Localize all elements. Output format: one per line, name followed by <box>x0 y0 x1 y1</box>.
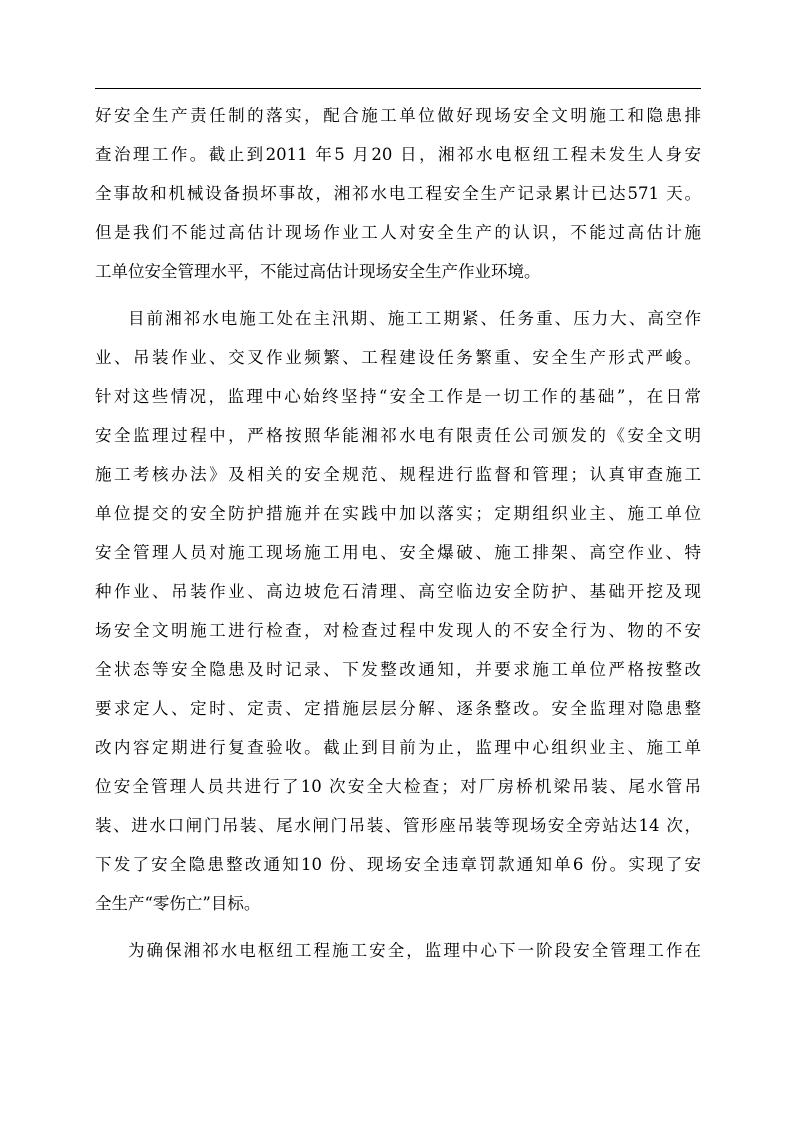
text-line: 目前湘祁水电施工处在主汛期、施工工期紧、任务重、压力大、高空作 <box>128 309 701 328</box>
text-line: 安全监理过程中，严格按照华能湘祁水电有限责任公司颁发的《安全文明 <box>95 426 701 445</box>
text-line: 场安全文明施工进行检查，对检查过程中发现人的不安全行为、物的不安 <box>95 621 701 640</box>
text-line: 装、进水口闸门吊装、尾水闸门吊装、管形座吊装等现场安全旁站达14 次， <box>95 816 701 835</box>
paragraph <box>95 96 701 291</box>
text-line: 好安全生产责任制的落实，配合施工单位做好现场安全文明施工和隐患排 <box>95 106 701 125</box>
text-line: 全事故和机械设备损坏事故，湘祁水电工程安全生产记录累计已达571 天。 <box>95 184 701 203</box>
text-line: 改内容定期进行复查验收。截止到目前为止，监理中心组织业主、施工单 <box>95 738 701 757</box>
text-line: 全生产“零伤亡”目标。 <box>95 894 261 913</box>
paragraph <box>95 931 701 970</box>
text-line: 种作业、吊装作业、高边坡危石清理、高空临边安全防护、基础开挖及现 <box>95 582 701 601</box>
text-line: 下发了安全隐患整改通知10 份、现场安全违章罚款通知单6 份。实现了安 <box>95 855 701 874</box>
text-line: 要求定人、定时、定责、定措施层层分解、逐条整改。安全监理对隐患整 <box>95 699 701 718</box>
document-body <box>95 96 701 970</box>
paragraph <box>95 299 701 923</box>
text-line: 安全管理人员对施工现场施工用电、安全爆破、施工排架、高空作业、特 <box>95 543 701 562</box>
text-line: 单位提交的安全防护措施并在实践中加以落实；定期组织业主、施工单位 <box>95 504 701 523</box>
text-line: 查治理工作。截止到2011 年5 月20 日，湘祁水电枢纽工程未发生人身安 <box>95 145 701 164</box>
text-line: 业、吊装作业、交叉作业频繁、工程建设任务繁重、安全生产形式严峻。 <box>95 348 701 367</box>
text-line: 全状态等安全隐患及时记录、下发整改通知，并要求施工单位严格按整改 <box>95 660 701 679</box>
text-line: 为确保湘祁水电枢纽工程施工安全，监理中心下一阶段安全管理工作在 <box>128 941 701 960</box>
text-line: 工单位安全管理水平，不能过高估计现场安全生产作业环境。 <box>95 262 541 281</box>
text-line: 但是我们不能过高估计现场作业工人对安全生产的认识，不能过高估计施 <box>95 223 701 242</box>
text-line: 针对这些情况，监理中心始终坚持“安全工作是一切工作的基础”，在日常 <box>95 387 701 406</box>
text-line: 施工考核办法》及相关的安全规范、规程进行监督和管理；认真审查施工 <box>95 465 701 484</box>
text-line: 位安全管理人员共进行了10 次安全大检查；对厂房桥机梁吊装、尾水管吊 <box>95 777 701 796</box>
header-rule <box>95 88 701 89</box>
